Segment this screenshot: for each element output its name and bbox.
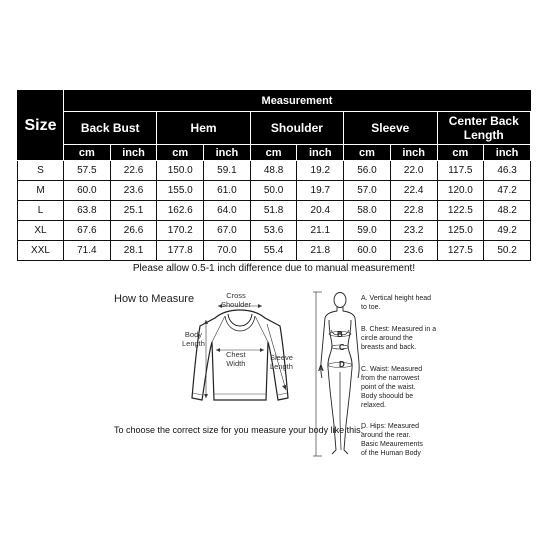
unit-header-cm: cm <box>437 145 484 161</box>
group-header-hem: Hem <box>157 112 250 145</box>
value-cell: 22.6 <box>110 161 157 181</box>
size-cell: S <box>18 161 64 181</box>
value-cell: 19.7 <box>297 181 344 201</box>
value-cell: 20.4 <box>297 201 344 221</box>
unit-header-inch: inch <box>484 145 531 161</box>
sleeve-length-label: Sleeve Length <box>270 353 293 371</box>
value-cell: 162.6 <box>157 201 204 221</box>
unit-header-cm: cm <box>64 145 111 161</box>
size-chart-table <box>17 90 531 275</box>
size-cell: L <box>18 201 64 221</box>
body-length-label: Body Length <box>182 330 205 348</box>
value-cell: 21.1 <box>297 221 344 241</box>
value-cell: 60.0 <box>64 181 111 201</box>
table-row <box>18 161 531 181</box>
value-cell: 22.8 <box>390 201 437 221</box>
choose-size-instruction: To choose the correct size for you measure your body like this: <box>114 425 364 435</box>
value-cell: 64.0 <box>204 201 251 221</box>
unit-header-inch: inch <box>390 145 437 161</box>
how-to-measure-title: How to Measure <box>114 293 195 305</box>
value-cell: 60.0 <box>344 241 391 261</box>
table-row <box>18 181 531 201</box>
value-cell: 56.0 <box>344 161 391 181</box>
value-cell: 49.2 <box>484 221 531 241</box>
value-cell: 155.0 <box>157 181 204 201</box>
value-cell: 50.2 <box>484 241 531 261</box>
value-cell: 25.1 <box>110 201 157 221</box>
value-cell: 70.0 <box>204 241 251 261</box>
note-c-waist: C. Waist: Measured from the narrowest point of the waist. Body shoould be relaxed. <box>361 366 423 409</box>
unit-header-cm: cm <box>344 145 391 161</box>
value-cell: 59.1 <box>204 161 251 181</box>
value-cell: 120.0 <box>437 181 484 201</box>
value-cell: 117.5 <box>437 161 484 181</box>
value-cell: 122.5 <box>437 201 484 221</box>
value-cell: 22.0 <box>390 161 437 181</box>
value-cell: 22.4 <box>390 181 437 201</box>
value-cell: 48.8 <box>250 161 297 181</box>
group-header-center-back-length: Center Back Length <box>437 112 531 145</box>
value-cell: 53.6 <box>250 221 297 241</box>
value-cell: 127.5 <box>437 241 484 261</box>
value-cell: 59.0 <box>344 221 391 241</box>
value-cell: 71.4 <box>64 241 111 261</box>
value-cell: 57.0 <box>344 181 391 201</box>
value-cell: 51.8 <box>250 201 297 221</box>
value-cell: 55.4 <box>250 241 297 261</box>
value-cell: 57.5 <box>64 161 111 181</box>
label-a: A <box>318 364 324 373</box>
unit-header-inch: inch <box>297 145 344 161</box>
value-cell: 58.0 <box>344 201 391 221</box>
group-header-shoulder: Shoulder <box>250 112 343 145</box>
label-d: D <box>339 360 345 369</box>
value-cell: 67.6 <box>64 221 111 241</box>
value-cell: 125.0 <box>437 221 484 241</box>
size-cell: XXL <box>18 241 64 261</box>
note-a-height: A. Vertical height head to toe. <box>361 295 432 311</box>
value-cell: 61.0 <box>204 181 251 201</box>
table-row <box>18 221 531 241</box>
size-cell: M <box>18 181 64 201</box>
measurement-note: Please allow 0.5-1 inch difference due to manual measurement! <box>18 261 531 276</box>
unit-header-cm: cm <box>250 145 297 161</box>
value-cell: 46.3 <box>484 161 531 181</box>
unit-header-inch: inch <box>204 145 251 161</box>
value-cell: 48.2 <box>484 201 531 221</box>
value-cell: 177.8 <box>157 241 204 261</box>
unit-header-inch: inch <box>110 145 157 161</box>
note-b-chest: B. Chest: Measured in a circle around the breasts and back. <box>361 326 437 351</box>
size-cell: XL <box>18 221 64 241</box>
size-header: Size <box>18 91 64 161</box>
label-b: B <box>337 330 343 339</box>
chest-width-label: Chest Width <box>226 350 246 368</box>
measurement-header: Measurement <box>64 91 531 112</box>
note-d-hips: D. Hips: Measured around the rear. Basic Meaurements of the Human Body <box>361 423 423 457</box>
value-cell: 26.6 <box>110 221 157 241</box>
value-cell: 23.2 <box>390 221 437 241</box>
value-cell: 23.6 <box>110 181 157 201</box>
value-cell: 47.2 <box>484 181 531 201</box>
table-row <box>18 241 531 261</box>
unit-header-cm: cm <box>157 145 204 161</box>
value-cell: 170.2 <box>157 221 204 241</box>
value-cell: 28.1 <box>110 241 157 261</box>
value-cell: 67.0 <box>204 221 251 241</box>
value-cell: 150.0 <box>157 161 204 181</box>
label-c: C <box>339 343 345 352</box>
cross-shoulder-label: Cross Shoulder <box>221 291 252 309</box>
value-cell: 19.2 <box>297 161 344 181</box>
value-cell: 21.8 <box>297 241 344 261</box>
group-header-back-bust: Back Bust <box>64 112 157 145</box>
value-cell: 23.6 <box>390 241 437 261</box>
table-row <box>18 201 531 221</box>
value-cell: 63.8 <box>64 201 111 221</box>
value-cell: 50.0 <box>250 181 297 201</box>
group-header-sleeve: Sleeve <box>344 112 437 145</box>
